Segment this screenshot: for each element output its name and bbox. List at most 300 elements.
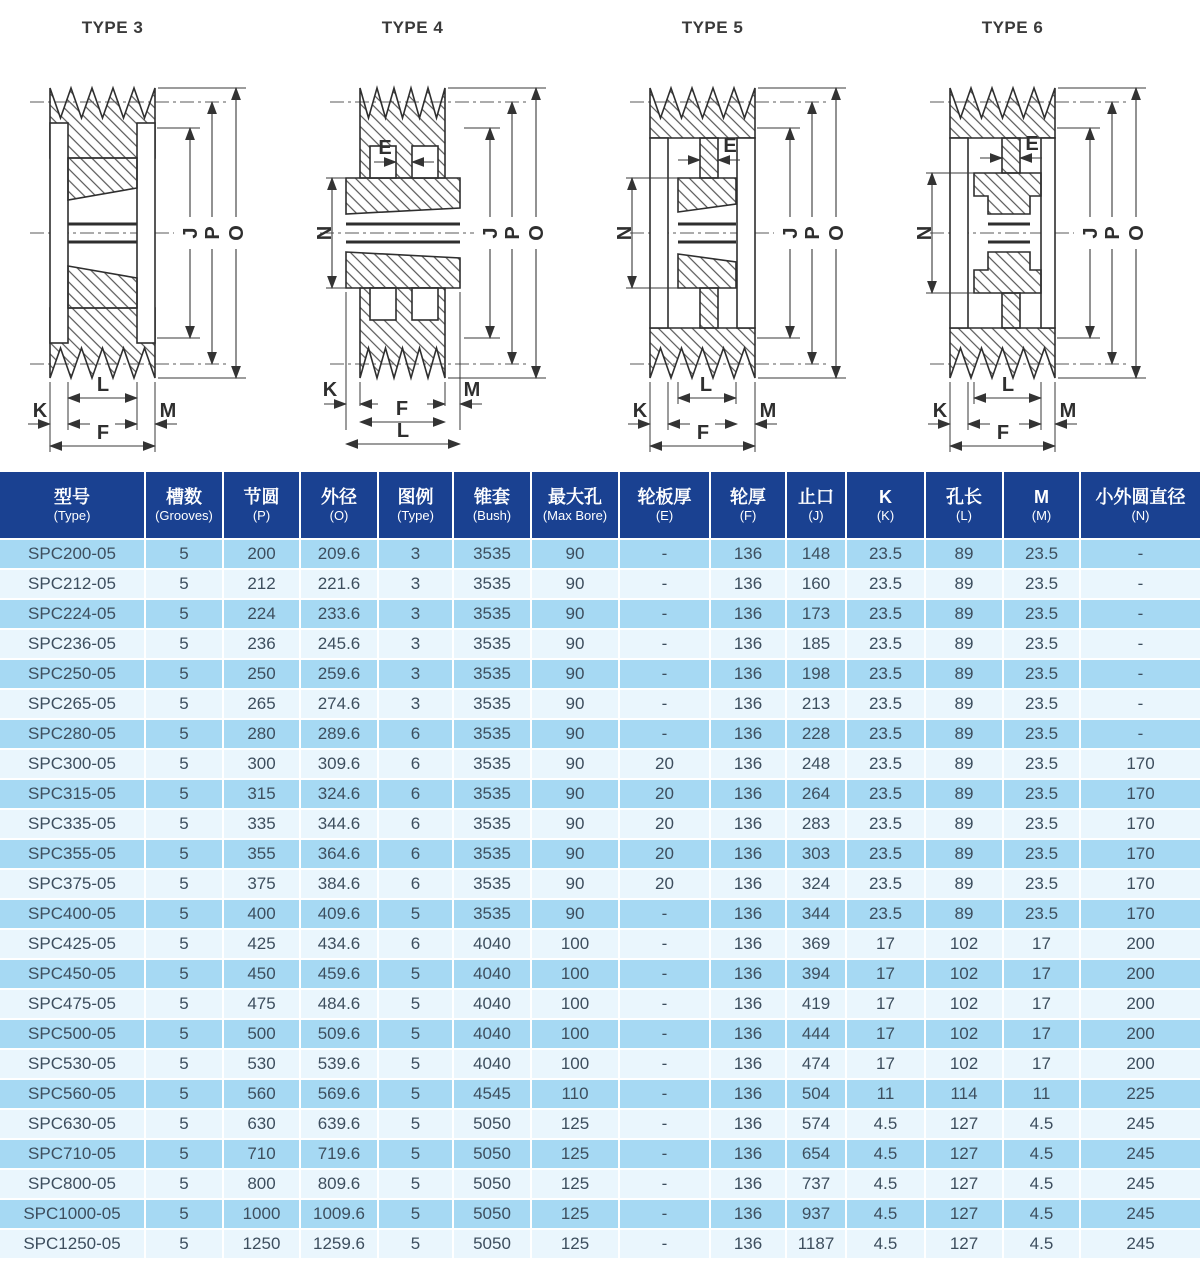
table-cell: -: [619, 629, 710, 659]
table-cell: 560: [223, 1079, 300, 1109]
table-cell: 136: [710, 569, 786, 599]
table-cell: 630: [223, 1109, 300, 1139]
table-cell: 3: [378, 629, 453, 659]
table-cell: 409.6: [300, 899, 378, 929]
type-5-figure: [600, 0, 900, 462]
table-row: [0, 659, 1200, 689]
dim-label-f: F: [996, 422, 1010, 444]
column-header-zh: 小外圆直径: [1095, 486, 1186, 507]
table-cell: 23.5: [1003, 599, 1080, 629]
dim-label-e: E: [1025, 133, 1039, 155]
column-header: [0, 472, 145, 539]
type-3-diagram: [0, 38, 300, 458]
dim-label-p: P: [202, 226, 224, 240]
table-row: [0, 869, 1200, 899]
table-cell: SPC1000-05: [0, 1199, 145, 1229]
table-cell: 654: [786, 1139, 846, 1169]
table-cell: 444: [786, 1019, 846, 1049]
table-cell: 89: [925, 809, 1003, 839]
column-header: [1080, 472, 1200, 539]
table-cell: -: [619, 1199, 710, 1229]
dim-label-o: O: [526, 225, 548, 241]
dim-label-l: L: [396, 420, 410, 442]
table-cell: 89: [925, 839, 1003, 869]
column-header: [300, 472, 378, 539]
table-cell: 89: [925, 599, 1003, 629]
dim-label-k: K: [32, 400, 48, 422]
table-cell: 419: [786, 989, 846, 1019]
table-cell: 5: [378, 899, 453, 929]
table-cell: 5: [145, 989, 223, 1019]
table-cell: 3: [378, 539, 453, 569]
dim-label-e: E: [723, 135, 737, 157]
table-cell: 5: [145, 899, 223, 929]
table-cell: 136: [710, 959, 786, 989]
table-cell: 136: [710, 689, 786, 719]
table-cell: 89: [925, 569, 1003, 599]
column-header-en: (Grooves): [155, 508, 213, 524]
table-cell: SPC530-05: [0, 1049, 145, 1079]
table-cell: 23.5: [1003, 719, 1080, 749]
table-cell: 5: [145, 839, 223, 869]
table-cell: 3535: [453, 719, 531, 749]
table-cell: 90: [531, 689, 619, 719]
table-cell: 23.5: [846, 869, 925, 899]
table-cell: 4040: [453, 1049, 531, 1079]
table-cell: 5: [145, 1139, 223, 1169]
table-cell: SPC400-05: [0, 899, 145, 929]
table-cell: 4040: [453, 1019, 531, 1049]
table-cell: 212: [223, 569, 300, 599]
table-cell: 509.6: [300, 1019, 378, 1049]
table-cell: 344.6: [300, 809, 378, 839]
table-cell: 6: [378, 719, 453, 749]
table-cell: 125: [531, 1199, 619, 1229]
table-cell: 3535: [453, 569, 531, 599]
table-cell: 4.5: [846, 1199, 925, 1229]
dim-label-f: F: [395, 398, 409, 420]
table-cell: 89: [925, 659, 1003, 689]
dim-label-f: F: [696, 422, 710, 444]
diagram-title: TYPE 5: [681, 18, 744, 37]
table-cell: 4.5: [1003, 1109, 1080, 1139]
column-header-zh: 图例: [397, 486, 434, 507]
table-cell: 5: [145, 809, 223, 839]
table-cell: 5: [145, 659, 223, 689]
table-cell: 125: [531, 1169, 619, 1199]
table-cell: 937: [786, 1199, 846, 1229]
table-cell: 136: [710, 539, 786, 569]
dim-label-l: L: [699, 374, 713, 396]
dim-label-j: J: [480, 227, 502, 239]
table-cell: 224: [223, 599, 300, 629]
table-cell: 335: [223, 809, 300, 839]
table-row: [0, 1199, 1200, 1229]
table-cell: 289.6: [300, 719, 378, 749]
dim-label-k: K: [632, 400, 648, 422]
table-cell: 125: [531, 1139, 619, 1169]
column-header-zh: 节圆: [243, 486, 280, 507]
table-cell: 200: [1080, 1049, 1200, 1079]
table-cell: 4.5: [1003, 1139, 1080, 1169]
table-cell: 315: [223, 779, 300, 809]
table-cell: -: [619, 719, 710, 749]
table-cell: 265: [223, 689, 300, 719]
table-cell: 1187: [786, 1229, 846, 1259]
dim-label-k: K: [322, 379, 338, 401]
table-cell: 250: [223, 659, 300, 689]
table-cell: 90: [531, 839, 619, 869]
table-cell: SPC500-05: [0, 1019, 145, 1049]
column-header-zh: M: [1034, 486, 1049, 507]
table-cell: 5: [145, 929, 223, 959]
table-cell: 200: [1080, 1019, 1200, 1049]
table-cell: 170: [1080, 839, 1200, 869]
table-cell: 245: [1080, 1109, 1200, 1139]
table-cell: 100: [531, 1049, 619, 1079]
table-row: [0, 1229, 1200, 1259]
table-cell: 17: [846, 989, 925, 1019]
table-cell: 110: [531, 1079, 619, 1109]
table-cell: 90: [531, 809, 619, 839]
table-cell: 800: [223, 1169, 300, 1199]
table-cell: 3: [378, 659, 453, 689]
table-cell: 89: [925, 629, 1003, 659]
table-cell: -: [1080, 569, 1200, 599]
table-cell: 4040: [453, 959, 531, 989]
table-row: [0, 749, 1200, 779]
table-cell: 90: [531, 899, 619, 929]
column-header: [223, 472, 300, 539]
table-cell: 136: [710, 1169, 786, 1199]
type-4-figure: [300, 0, 600, 462]
column-header-en: (F): [739, 508, 757, 524]
column-header: [378, 472, 453, 539]
column-header-zh: 外径: [321, 486, 357, 507]
table-cell: 6: [378, 809, 453, 839]
table-cell: 114: [925, 1079, 1003, 1109]
table-cell: 264: [786, 779, 846, 809]
dim-label-o: O: [826, 225, 848, 241]
table-cell: 425: [223, 929, 300, 959]
table-cell: 574: [786, 1109, 846, 1139]
table-cell: 23.5: [1003, 839, 1080, 869]
table-row: [0, 1109, 1200, 1139]
table-cell: 23.5: [846, 719, 925, 749]
column-header: [145, 472, 223, 539]
column-header: [1003, 472, 1080, 539]
column-header-en: (K): [876, 508, 895, 524]
table-cell: 102: [925, 1049, 1003, 1079]
table-cell: 170: [1080, 899, 1200, 929]
table-cell: 5: [145, 1109, 223, 1139]
dim-label-p: P: [1102, 226, 1124, 240]
table-cell: 160: [786, 569, 846, 599]
table-cell: -: [619, 1229, 710, 1259]
table-cell: 5050: [453, 1109, 531, 1139]
table-cell: SPC224-05: [0, 599, 145, 629]
type-6-figure: [900, 0, 1200, 462]
diagram-title: TYPE 4: [381, 18, 444, 37]
spec-table: [0, 472, 1200, 1260]
table-cell: -: [619, 1049, 710, 1079]
table-cell: 127: [925, 1229, 1003, 1259]
table-cell: 5: [378, 989, 453, 1019]
table-cell: 136: [710, 749, 786, 779]
table-cell: 245: [1080, 1199, 1200, 1229]
table-cell: -: [619, 899, 710, 929]
table-cell: 23.5: [1003, 809, 1080, 839]
table-row: [0, 809, 1200, 839]
table-cell: -: [619, 929, 710, 959]
table-cell: 185: [786, 629, 846, 659]
table-cell: 5: [145, 569, 223, 599]
table-row: [0, 1049, 1200, 1079]
spec-table-body: [0, 539, 1200, 1259]
column-header: [619, 472, 710, 539]
table-cell: 23.5: [846, 779, 925, 809]
table-cell: 102: [925, 959, 1003, 989]
table-cell: 539.6: [300, 1049, 378, 1079]
table-row: [0, 989, 1200, 1019]
table-cell: SPC280-05: [0, 719, 145, 749]
type-5-diagram: [600, 38, 900, 458]
table-cell: 100: [531, 929, 619, 959]
table-cell: SPC710-05: [0, 1139, 145, 1169]
table-cell: 5: [145, 719, 223, 749]
dim-label-m: M: [159, 400, 177, 422]
column-header-zh: 锥套: [474, 486, 510, 507]
dim-label-m: M: [1059, 400, 1077, 422]
table-cell: 90: [531, 539, 619, 569]
column-header: [925, 472, 1003, 539]
table-cell: -: [619, 569, 710, 599]
table-cell: 3: [378, 689, 453, 719]
column-header-en: (P): [252, 508, 271, 524]
table-row: [0, 1139, 1200, 1169]
table-cell: 23.5: [846, 689, 925, 719]
table-cell: 1250: [223, 1229, 300, 1259]
table-cell: 5: [145, 779, 223, 809]
table-cell: SPC375-05: [0, 869, 145, 899]
table-cell: 136: [710, 869, 786, 899]
column-header-en: (E): [655, 508, 674, 524]
table-cell: 6: [378, 869, 453, 899]
column-header-zh: 最大孔: [548, 486, 602, 507]
table-cell: 324: [786, 869, 846, 899]
table-cell: 710: [223, 1139, 300, 1169]
table-cell: 200: [223, 539, 300, 569]
column-header-zh: 止口: [798, 486, 834, 507]
column-header-en: (M): [1031, 508, 1052, 524]
table-cell: 170: [1080, 749, 1200, 779]
table-cell: 3: [378, 599, 453, 629]
table-cell: 504: [786, 1079, 846, 1109]
table-cell: 136: [710, 989, 786, 1019]
table-cell: 23.5: [846, 749, 925, 779]
table-cell: 4.5: [1003, 1169, 1080, 1199]
table-cell: 136: [710, 899, 786, 929]
table-cell: 248: [786, 749, 846, 779]
table-cell: 173: [786, 599, 846, 629]
table-cell: 324.6: [300, 779, 378, 809]
table-cell: 17: [1003, 959, 1080, 989]
table-cell: 89: [925, 539, 1003, 569]
table-cell: 5: [145, 869, 223, 899]
table-cell: 3535: [453, 629, 531, 659]
table-cell: 20: [619, 839, 710, 869]
table-cell: 23.5: [846, 839, 925, 869]
table-cell: 125: [531, 1229, 619, 1259]
table-cell: -: [1080, 539, 1200, 569]
table-cell: 5050: [453, 1229, 531, 1259]
dim-label-j: J: [1080, 227, 1102, 239]
dim-label-j: J: [780, 227, 802, 239]
table-cell: -: [619, 1079, 710, 1109]
table-cell: 475: [223, 989, 300, 1019]
table-cell: 474: [786, 1049, 846, 1079]
table-cell: 23.5: [846, 599, 925, 629]
table-cell: 198: [786, 659, 846, 689]
column-header: [786, 472, 846, 539]
table-cell: 3535: [453, 659, 531, 689]
table-cell: 136: [710, 1229, 786, 1259]
table-cell: 5: [378, 1049, 453, 1079]
table-cell: 23.5: [846, 899, 925, 929]
table-cell: 100: [531, 959, 619, 989]
table-cell: 4545: [453, 1079, 531, 1109]
table-cell: 136: [710, 809, 786, 839]
table-cell: 5: [145, 1169, 223, 1199]
table-cell: 3535: [453, 809, 531, 839]
table-cell: 136: [710, 839, 786, 869]
table-cell: 136: [710, 1049, 786, 1079]
table-cell: SPC335-05: [0, 809, 145, 839]
table-cell: 245: [1080, 1169, 1200, 1199]
table-cell: 5: [378, 1199, 453, 1229]
table-cell: 459.6: [300, 959, 378, 989]
table-cell: 245.6: [300, 629, 378, 659]
spec-table-header-row: [0, 472, 1200, 539]
table-cell: 125: [531, 1109, 619, 1139]
table-cell: 1259.6: [300, 1229, 378, 1259]
table-cell: -: [1080, 689, 1200, 719]
diagram-strip: [0, 0, 1200, 462]
column-header-en: (O): [329, 508, 349, 524]
table-cell: 23.5: [1003, 899, 1080, 929]
table-cell: 5: [378, 1229, 453, 1259]
table-cell: 5: [145, 749, 223, 779]
table-cell: 170: [1080, 869, 1200, 899]
table-cell: 89: [925, 869, 1003, 899]
table-cell: 5: [145, 539, 223, 569]
table-cell: 200: [1080, 959, 1200, 989]
column-header-en: (N): [1131, 508, 1150, 524]
table-cell: 127: [925, 1139, 1003, 1169]
table-cell: 4.5: [846, 1169, 925, 1199]
column-header-zh: 轮厚: [730, 486, 766, 507]
table-cell: 394: [786, 959, 846, 989]
table-cell: 136: [710, 599, 786, 629]
table-cell: SPC355-05: [0, 839, 145, 869]
table-cell: 5: [145, 599, 223, 629]
table-cell: 23.5: [846, 569, 925, 599]
dim-label-m: M: [759, 400, 777, 422]
column-header: [846, 472, 925, 539]
table-cell: 20: [619, 749, 710, 779]
table-cell: 209.6: [300, 539, 378, 569]
table-cell: 23.5: [1003, 749, 1080, 779]
table-cell: 6: [378, 779, 453, 809]
table-cell: 23.5: [1003, 659, 1080, 689]
table-cell: 17: [1003, 989, 1080, 1019]
table-cell: 213: [786, 689, 846, 719]
table-row: [0, 629, 1200, 659]
table-row: [0, 689, 1200, 719]
table-cell: 3535: [453, 869, 531, 899]
table-cell: 5: [145, 1019, 223, 1049]
table-cell: 5: [145, 629, 223, 659]
table-cell: 90: [531, 749, 619, 779]
table-cell: 4.5: [1003, 1199, 1080, 1229]
table-cell: SPC315-05: [0, 779, 145, 809]
table-cell: 17: [846, 1049, 925, 1079]
table-cell: 5: [145, 1049, 223, 1079]
table-cell: 3535: [453, 749, 531, 779]
table-row: [0, 539, 1200, 569]
dim-label-l: L: [96, 374, 110, 396]
table-cell: 23.5: [846, 659, 925, 689]
table-cell: SPC475-05: [0, 989, 145, 1019]
column-header-en: (Max Bore): [542, 508, 608, 524]
table-cell: 17: [846, 959, 925, 989]
table-cell: 20: [619, 779, 710, 809]
table-cell: 136: [710, 929, 786, 959]
table-cell: 364.6: [300, 839, 378, 869]
column-header-zh: 槽数: [166, 486, 202, 507]
table-cell: 233.6: [300, 599, 378, 629]
table-cell: 3535: [453, 839, 531, 869]
table-cell: 719.6: [300, 1139, 378, 1169]
table-cell: 136: [710, 1199, 786, 1229]
table-row: [0, 1169, 1200, 1199]
table-cell: 23.5: [846, 629, 925, 659]
table-cell: 136: [710, 779, 786, 809]
table-cell: 23.5: [1003, 569, 1080, 599]
table-cell: 5: [378, 1079, 453, 1109]
table-cell: 89: [925, 689, 1003, 719]
table-cell: 136: [710, 1139, 786, 1169]
table-cell: 3535: [453, 779, 531, 809]
table-row: [0, 569, 1200, 599]
table-cell: 530: [223, 1049, 300, 1079]
table-cell: 3535: [453, 599, 531, 629]
table-cell: 5: [378, 1169, 453, 1199]
table-cell: SPC236-05: [0, 629, 145, 659]
table-cell: -: [619, 1109, 710, 1139]
table-cell: 259.6: [300, 659, 378, 689]
dim-label-n: N: [614, 225, 636, 241]
table-cell: 102: [925, 1019, 1003, 1049]
dim-label-p: P: [502, 226, 524, 240]
table-cell: 300: [223, 749, 300, 779]
dim-label-o: O: [1126, 225, 1148, 241]
column-header-en: (Type): [53, 508, 91, 524]
table-cell: -: [1080, 659, 1200, 689]
table-cell: 90: [531, 659, 619, 689]
table-cell: SPC560-05: [0, 1079, 145, 1109]
column-header-en: (L): [956, 508, 972, 524]
